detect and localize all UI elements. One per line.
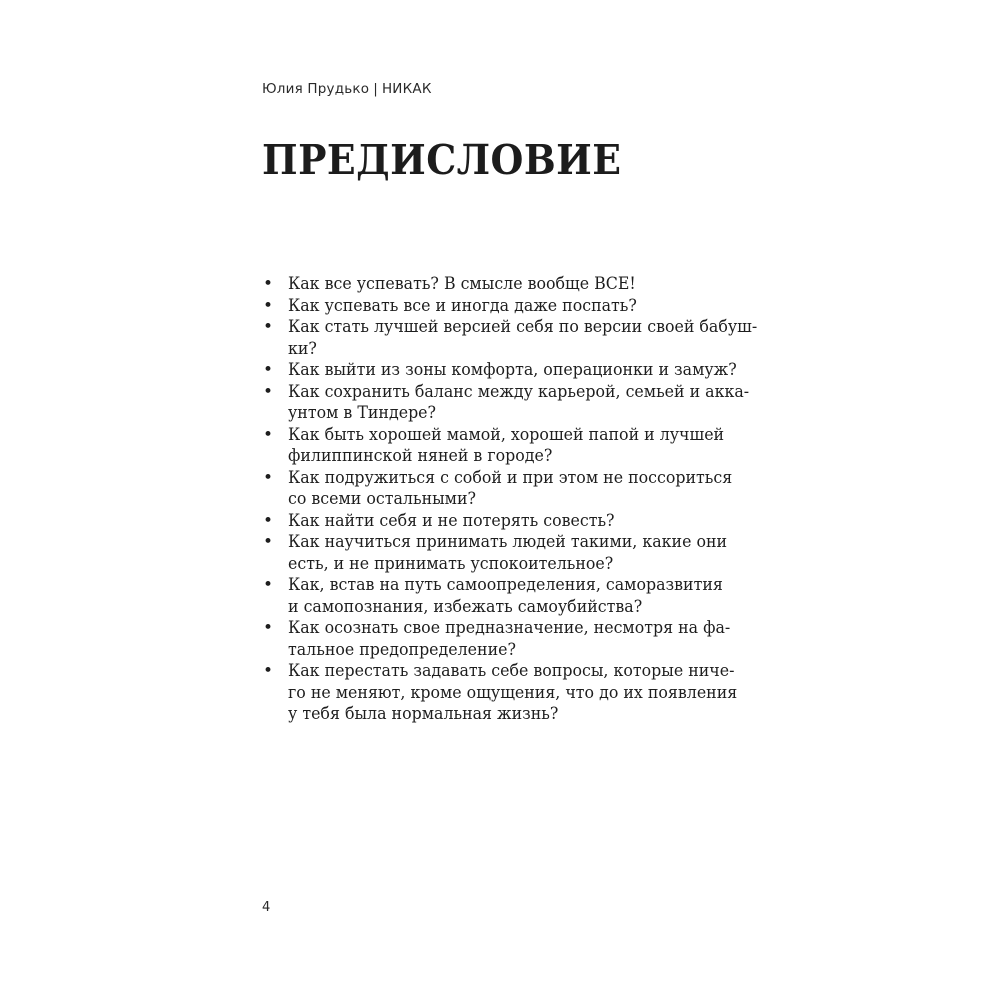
question-line: Как, встав на путь самоопределения, саморазвития (288, 575, 723, 595)
question-item (262, 575, 740, 618)
bullet-icon: • (262, 575, 274, 595)
running-head-book-title: НИКАК (381, 81, 432, 97)
question-line: есть, и не принимать успокоительное? (288, 553, 614, 574)
bullet-icon: • (262, 295, 274, 316)
bullet-icon: • (262, 467, 274, 488)
question-line: Как найти себя и не потерять совесть? (288, 510, 615, 531)
question-line: Как стать лучшей версией себя по версии своей бабуш- (288, 317, 758, 337)
question-item (262, 317, 758, 360)
bullet-icon: • (262, 381, 274, 402)
question-item (262, 360, 740, 382)
question-line: унтом в Тиндере? (288, 403, 437, 423)
page-number: 4 (262, 900, 271, 915)
bullet-icon: • (262, 618, 274, 638)
bullet-icon: • (262, 532, 274, 552)
question-line: Как быть хорошей мамой, хорошей папой и лучшей (288, 424, 725, 445)
question-item (262, 425, 740, 468)
question-line: го не меняют, кроме ощущения, что до их появления (288, 682, 738, 703)
bullet-icon: • (262, 360, 274, 380)
bullet-icon: • (262, 274, 274, 294)
question-line: филиппинской няней в городе? (288, 446, 553, 466)
question-line: Как сохранить баланс между карьерой, семьей и акка- (288, 381, 750, 402)
question-item (262, 296, 740, 318)
question-line: у тебя была нормальная жизнь? (288, 704, 559, 724)
question-line: и самопознания, избежать самоубийства? (288, 596, 643, 617)
question-line: Как успевать все и иногда даже поспать? (288, 295, 637, 316)
question-line: Как выйти из зоны комфорта, операционки и замуж? (288, 360, 737, 380)
question-item (262, 274, 740, 296)
question-list (262, 274, 758, 726)
question-line: тальное предопределение? (288, 639, 516, 660)
question-line: Как научиться принимать людей такими, какие они (288, 532, 728, 552)
question-item (262, 661, 740, 726)
bullet-icon: • (262, 661, 274, 681)
question-line: ки? (288, 338, 317, 359)
question-item (262, 381, 750, 425)
bullet-icon: • (262, 424, 274, 445)
question-line: Как перестать задавать себе вопросы, которые ниче- (288, 661, 735, 681)
chapter-title: ПРЕДИСЛОВИЕ (262, 136, 622, 184)
question-item (262, 532, 740, 575)
question-line: со всеми остальными? (288, 489, 477, 509)
running-head-separator: | (373, 81, 378, 97)
question-line: Как подружиться с собой и при этом не поссориться (288, 467, 733, 488)
running-head (262, 81, 432, 97)
bullet-icon: • (262, 510, 274, 531)
question-item (262, 511, 740, 533)
question-line: Как все успевать? В смысле вообще ВСЕ! (288, 274, 636, 294)
question-item (262, 468, 740, 511)
bullet-icon: • (262, 317, 274, 337)
question-line: Как осознать свое предназначение, несмотря на фа- (288, 618, 731, 638)
running-head-author: Юлия Прудько (262, 81, 370, 97)
question-item (262, 618, 740, 661)
